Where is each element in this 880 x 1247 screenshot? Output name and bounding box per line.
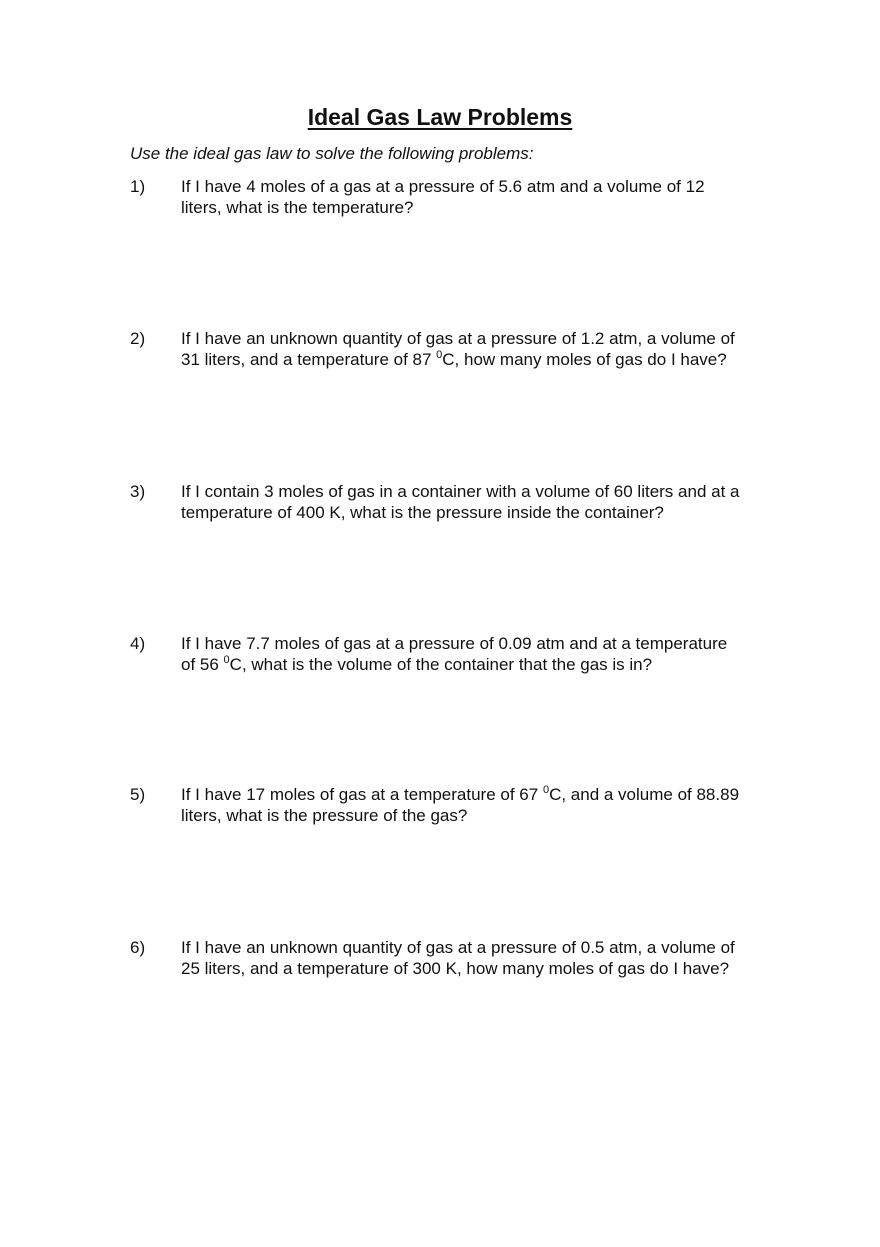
problem-line-end: C, what is the volume of the container that the gas is in?: [229, 655, 653, 674]
problem-number: 6): [130, 938, 146, 957]
problem-line: If I contain 3 moles of gas in a container with a volume of 60 liters and at a: [181, 482, 740, 501]
problem-text: [181, 937, 761, 979]
problem-line: liters, what is the temperature?: [181, 198, 414, 217]
problem-line-start: 31 liters, and a temperature of 87: [181, 350, 437, 369]
problem-text: [181, 328, 761, 370]
problem-text: [181, 481, 761, 523]
problem-number: 4): [130, 634, 146, 653]
problem-line: If I have an unknown quantity of gas at a pressure of 0.5 atm, a volume of: [181, 938, 735, 957]
problem-line: [181, 784, 761, 805]
problem-number: 3): [130, 482, 146, 501]
problem-line: temperature of 400 K, what is the pressure inside the container?: [181, 503, 664, 522]
problem-line: If I have 7.7 moles of gas at a pressure of 0.09 atm and at a temperature: [181, 634, 728, 653]
problem-number: 5): [130, 785, 146, 804]
problem-number: 2): [130, 329, 146, 348]
page-title: Ideal Gas Law Problems: [307, 104, 573, 130]
problem-number: 1): [130, 177, 146, 196]
problem-line: If I have 4 moles of a gas at a pressure of 5.6 atm and a volume of 12: [181, 177, 705, 196]
problem-line: [181, 349, 761, 370]
problem-line: [181, 654, 761, 675]
problem-text: [181, 633, 761, 675]
problem-line-end: C, and a volume of 88.89: [549, 785, 740, 804]
instructions: Use the ideal gas law to solve the following problems:: [130, 144, 534, 163]
problem-text: [181, 784, 761, 826]
problem-line-end: C, how many moles of gas do I have?: [442, 350, 727, 369]
problem-text: [181, 176, 761, 218]
degree-superscript: 0: [436, 349, 443, 361]
problem-line: If I have an unknown quantity of gas at a pressure of 1.2 atm, a volume of: [181, 329, 735, 348]
problem-line: liters, what is the pressure of the gas?: [181, 806, 468, 825]
problem-line-start: If I have 17 moles of gas at a temperature of 67: [181, 785, 543, 804]
problem-line-start: of 56: [181, 655, 224, 674]
degree-superscript: 0: [223, 654, 230, 666]
problem-line: 25 liters, and a temperature of 300 K, how many moles of gas do I have?: [181, 959, 730, 978]
degree-superscript: 0: [542, 784, 550, 796]
